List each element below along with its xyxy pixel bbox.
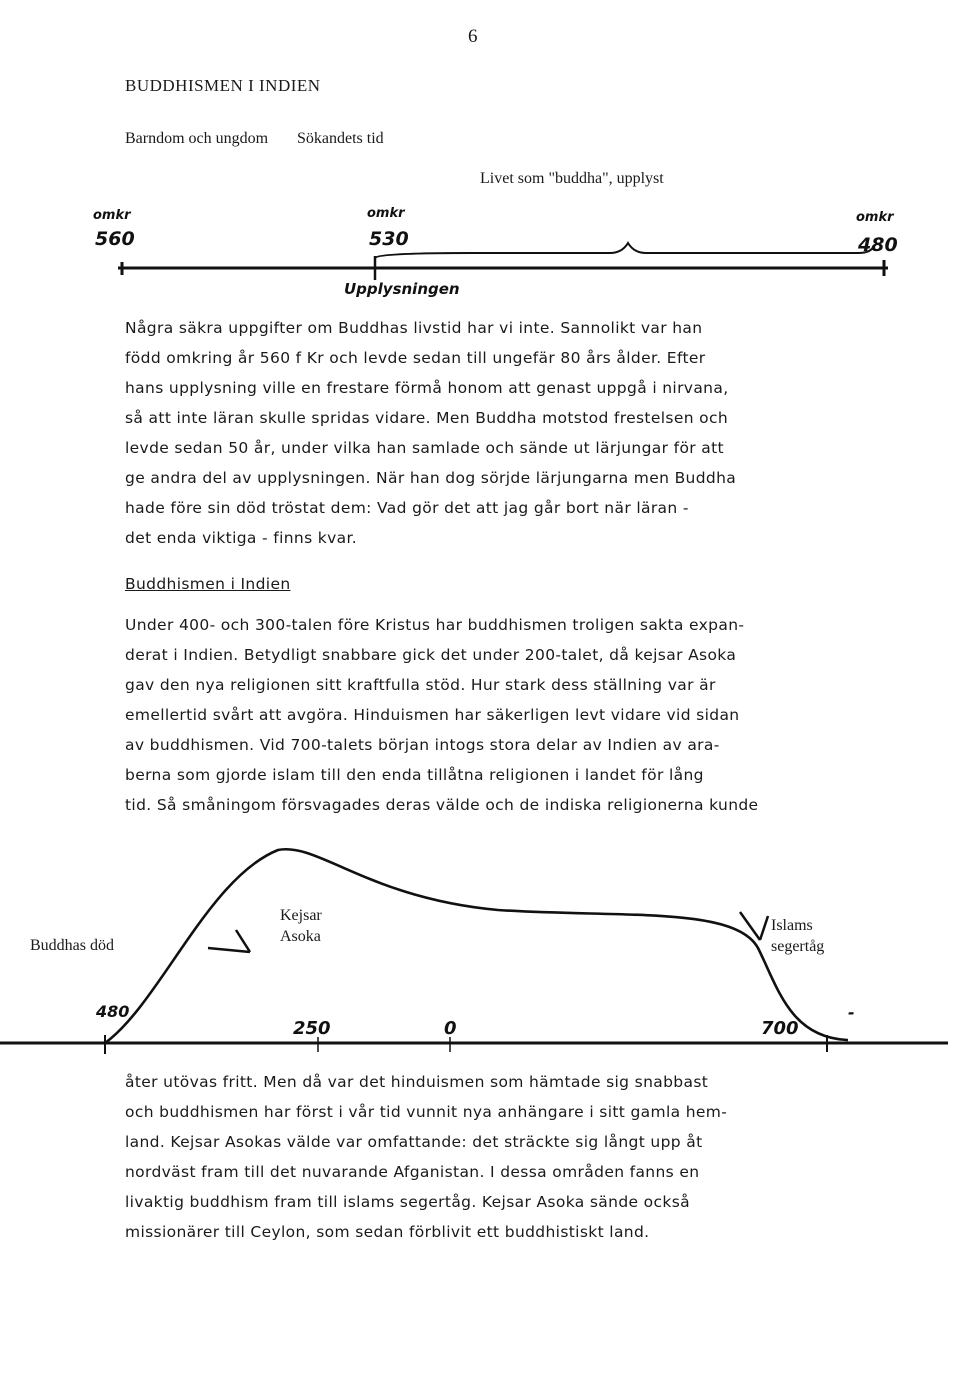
- text-line: och buddhismen har först i vår tid vunnit nya anhängare i sitt gamla hem-: [125, 1103, 728, 1121]
- chart-tick-label-0: 0: [444, 1018, 457, 1039]
- text-line: missionärer till Ceylon, som sedan förblivit ett buddhistiskt land.: [125, 1223, 650, 1241]
- text-line: tid. Så småningom försvagades deras välde och de indiska religionerna kunde: [125, 796, 759, 814]
- paragraph-buddha-life: [125, 313, 935, 553]
- text-line: land. Kejsar Asokas välde var omfattande: det sträckte sig långt upp åt: [125, 1133, 703, 1151]
- text-line: hade före sin död tröstat dem: Vad gör det att jag går bort när läran -: [125, 499, 689, 517]
- chart-tick-label-dash: -: [848, 1003, 855, 1022]
- text-line: det enda viktiga - finns kvar.: [125, 529, 358, 547]
- period-label-childhood: Barndom och ungdom: [125, 130, 269, 147]
- life-timeline-axis: [0, 0, 960, 300]
- text-line: derat i Indien. Betydligt snabbare gick det under 200-talet, då kejsar Asoka: [125, 646, 737, 664]
- section-heading: Buddhismen i Indien: [125, 575, 291, 593]
- spread-curve: [105, 849, 848, 1043]
- text-line: gav den nya religionen sitt kraftfulla stöd. Hur stark dess ställning var är: [125, 676, 716, 694]
- text-line: ge andra del av upplysningen. När han dog sörjde lärjungarna men Buddha: [125, 469, 737, 487]
- text-line: levde sedan 50 år, under vilka han samlade och sände ut lärjungar för att: [125, 439, 724, 457]
- mark-year-480: 480: [858, 234, 898, 256]
- chart-tick-label-700: 700: [761, 1018, 799, 1039]
- annotation-asoka: Kejsar Asoka: [280, 907, 322, 945]
- enlightenment-label: Upplysningen: [344, 280, 460, 298]
- text-line: åter utövas fritt. Men då var det hinduismen som hämtade sig snabbast: [125, 1073, 709, 1091]
- text-line: Några säkra uppgifter om Buddhas livstid har vi inte. Sannolikt var han: [125, 319, 703, 337]
- text-line: berna som gjorde islam till den enda tillåtna religionen i landet för lång: [125, 766, 704, 784]
- mark-year-530: 530: [369, 228, 409, 250]
- text-line: emellertid svårt att avgöra. Hinduismen har säkerligen levt vidare vid sidan: [125, 706, 740, 724]
- period-label-search: Sökandets tid: [297, 130, 384, 147]
- mark-approx-560: omkr: [93, 208, 131, 223]
- paragraph-revival: [125, 1067, 935, 1247]
- text-line: av buddhismen. Vid 700-talets början intogs stora delar av Indien av ara-: [125, 736, 720, 754]
- chart-tick-label-250: 250: [293, 1018, 331, 1039]
- mark-approx-480: omkr: [856, 210, 894, 225]
- asoka-arrow: [208, 930, 250, 952]
- annotation-buddha-death: Buddhas död: [30, 937, 114, 954]
- text-line: nordväst fram till det nuvarande Afganistan. I dessa områden fanns en: [125, 1163, 700, 1181]
- text-line: livaktig buddhism fram till islams segertåg. Kejsar Asoka sände också: [125, 1193, 690, 1211]
- text-line: Under 400- och 300-talen före Kristus har buddhismen troligen sakta expan-: [125, 616, 745, 634]
- mark-year-560: 560: [95, 228, 135, 250]
- text-line: så att inte läran skulle spridas vidare. Men Buddha motstod frestelsen och: [125, 409, 729, 427]
- page-number: 6: [468, 26, 478, 47]
- annotation-islam: Islams segertåg: [771, 917, 825, 955]
- page-title: BUDDHISMEN I INDIEN: [125, 76, 321, 95]
- text-line: född omkring år 560 f Kr och levde sedan till ungefär 80 års ålder. Efter: [125, 349, 706, 367]
- period-label-buddha: Livet som "buddha", upplyst: [480, 170, 664, 187]
- islam-arrow: [740, 912, 768, 940]
- buddha-period-brace: [375, 243, 874, 258]
- chart-tick-label-480: 480: [96, 1002, 130, 1021]
- paragraph-buddhism-india: [125, 610, 935, 820]
- text-line: hans upplysning ville en frestare förmå honom att genast uppgå i nirvana,: [125, 379, 729, 397]
- mark-approx-530: omkr: [367, 206, 405, 221]
